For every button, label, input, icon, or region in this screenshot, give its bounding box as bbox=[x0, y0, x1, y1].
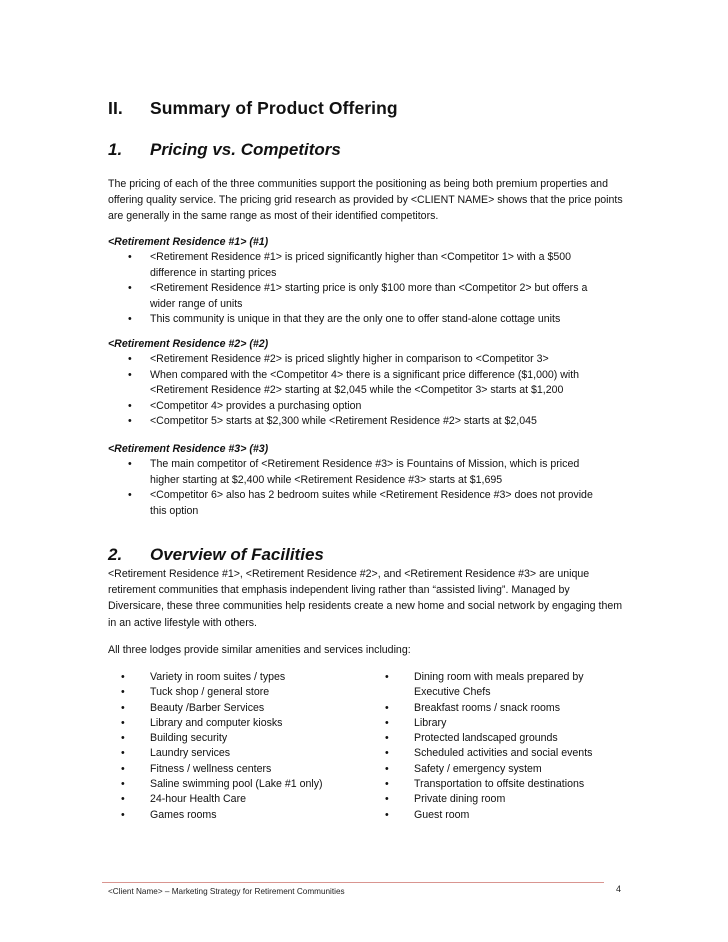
group-list-2 bbox=[108, 352, 608, 430]
list-item-text: 24-hour Health Care bbox=[150, 793, 246, 806]
list-item bbox=[108, 457, 608, 488]
pricing-title: Pricing vs. Competitors bbox=[150, 140, 341, 159]
list-item-text: Safety / emergency system bbox=[414, 762, 542, 775]
list-item bbox=[385, 762, 615, 777]
list-item bbox=[385, 731, 615, 746]
group-heading-2: <Retirement Residence #2> (#2) bbox=[108, 338, 269, 350]
list-item bbox=[121, 731, 371, 746]
bullet-icon: • bbox=[121, 686, 125, 699]
list-item bbox=[385, 746, 615, 761]
group-list-3 bbox=[108, 457, 608, 519]
list-item-text: Laundry services bbox=[150, 747, 231, 760]
bullet-icon: • bbox=[121, 747, 125, 760]
list-item bbox=[121, 792, 371, 807]
list-item bbox=[121, 808, 371, 823]
list-item bbox=[121, 762, 371, 777]
list-item-text: Tuck shop / general store bbox=[150, 686, 270, 699]
list-item bbox=[385, 792, 615, 807]
bullet-icon: • bbox=[385, 701, 389, 714]
list-item-text: Library bbox=[414, 716, 447, 729]
list-item-text: When compared with the <Competitor 4> there is a significant price difference ($1,000) with <Retirement Residence #2> starting at $2,045 while the <Competitor 3> starts at $1,200 bbox=[150, 368, 580, 397]
list-item bbox=[108, 281, 608, 312]
list-item bbox=[108, 488, 608, 519]
list-item bbox=[121, 777, 371, 792]
bullet-icon: • bbox=[128, 282, 132, 295]
list-item bbox=[121, 701, 371, 716]
list-item-text: Scheduled activities and social events bbox=[414, 747, 593, 760]
list-item-text: Games rooms bbox=[150, 808, 217, 821]
list-item bbox=[108, 399, 608, 415]
list-item bbox=[121, 685, 371, 700]
list-item bbox=[121, 746, 371, 761]
bullet-icon: • bbox=[128, 415, 132, 428]
bullet-icon: • bbox=[385, 793, 389, 806]
list-item-text: Saline swimming pool (Lake #1 only) bbox=[150, 778, 323, 791]
group-heading-1: <Retirement Residence #1> (#1) bbox=[108, 236, 269, 248]
list-item-text: Protected landscaped grounds bbox=[414, 732, 558, 745]
list-item-text: Dining room with meals prepared by Executive Chefs bbox=[414, 671, 584, 699]
facilities-intro: <Retirement Residence #1>, <Retirement Residence #2>, and <Retirement Residence #3> are unique retirement communities that emphasis independent living rather than “assisted living”. Managed by Diversicare, these three communities help residents create a new home and social network by engaging them in an active lifestyle with others. bbox=[108, 568, 623, 629]
list-item-text: Guest room bbox=[414, 808, 470, 821]
bullet-icon: • bbox=[385, 716, 389, 729]
bullet-icon: • bbox=[128, 353, 132, 365]
list-item bbox=[385, 777, 615, 792]
list-item bbox=[121, 716, 371, 731]
list-item-text: Private dining room bbox=[414, 793, 506, 806]
list-item-text: Building security bbox=[150, 732, 228, 745]
list-item-text: Transportation to offsite destinations bbox=[414, 778, 585, 791]
list-item bbox=[385, 701, 615, 716]
list-item-text: <Competitor 6> also has 2 bedroom suites while <Retirement Residence #3> does not provide this option bbox=[150, 489, 593, 517]
bullet-icon: • bbox=[121, 808, 125, 821]
facilities-title: Overview of Facilities bbox=[150, 545, 324, 564]
list-item-text: Variety in room suites / types bbox=[150, 671, 286, 683]
list-item bbox=[108, 414, 608, 430]
bullet-icon: • bbox=[385, 732, 389, 745]
bullet-icon: • bbox=[121, 793, 125, 806]
list-item bbox=[385, 716, 615, 731]
section-title: Summary of Product Offering bbox=[150, 98, 398, 118]
bullet-icon: • bbox=[385, 747, 389, 760]
group-list-1 bbox=[108, 250, 608, 328]
pricing-heading bbox=[108, 140, 341, 160]
list-item bbox=[108, 368, 608, 399]
list-item-text: Library and computer kiosks bbox=[150, 716, 283, 729]
list-item bbox=[108, 250, 608, 281]
bullet-icon: • bbox=[128, 399, 132, 412]
section-heading bbox=[108, 98, 398, 119]
bullet-icon: • bbox=[385, 762, 389, 775]
list-item bbox=[121, 670, 371, 685]
page-number: 4 bbox=[616, 884, 622, 894]
amenities-intro: All three lodges provide similar amenities and services including: bbox=[108, 644, 411, 656]
bullet-icon: • bbox=[121, 671, 125, 683]
list-item-text: <Retirement Residence #1> is priced significantly higher than <Competitor 1> with a $500 difference in starting prices bbox=[150, 251, 572, 279]
list-item-text: Breakfast rooms / snack rooms bbox=[414, 701, 561, 714]
bullet-icon: • bbox=[128, 313, 132, 326]
list-item bbox=[108, 352, 608, 368]
list-item-text: <Competitor 5> starts at $2,300 while <Retirement Residence #2> starts at $2,045 bbox=[150, 415, 537, 428]
bullet-icon: • bbox=[121, 701, 125, 714]
list-item-text: <Competitor 4> provides a purchasing option bbox=[150, 399, 362, 412]
bullet-icon: • bbox=[121, 732, 125, 745]
bullet-icon: • bbox=[128, 489, 132, 502]
section-number: II. bbox=[108, 98, 123, 118]
pricing-number: 1. bbox=[108, 140, 123, 159]
facilities-number: 2. bbox=[108, 545, 123, 564]
facilities-heading bbox=[108, 545, 324, 565]
list-item bbox=[385, 670, 615, 701]
footer-text: <Client Name> – Marketing Strategy for Retirement Communities bbox=[108, 887, 345, 896]
group-heading-3: <Retirement Residence #3> (#3) bbox=[108, 443, 269, 455]
bullet-icon: • bbox=[385, 778, 389, 791]
list-item bbox=[108, 312, 608, 328]
footer-divider bbox=[102, 882, 604, 883]
bullet-icon: • bbox=[128, 458, 132, 470]
bullet-icon: • bbox=[121, 762, 125, 775]
bullet-icon: • bbox=[385, 808, 389, 821]
list-item-text: This community is unique in that they are the only one to offer stand-alone cottage units bbox=[150, 313, 561, 326]
list-item-text: The main competitor of <Retirement Residence #3> is Fountains of Mission, which is priced higher starting at $2,400 while <Retirement Residence #3> starts at $1,695 bbox=[150, 458, 580, 486]
pricing-intro: The pricing of each of the three communities support the positioning as being both premium properties and offering quality service. The pricing grid research as provided by <CLIENT NAME> shows that the price points are generally in the same range as most of their identified competitors. bbox=[108, 178, 623, 223]
list-item-text: Fitness / wellness centers bbox=[150, 762, 272, 775]
list-item bbox=[385, 808, 615, 823]
bullet-icon: • bbox=[121, 716, 125, 729]
amenities-right-list bbox=[385, 670, 615, 823]
amenities-left-list bbox=[121, 670, 371, 823]
bullet-icon: • bbox=[121, 778, 125, 791]
bullet-icon: • bbox=[385, 671, 389, 683]
list-item-text: <Retirement Residence #2> is priced slightly higher in comparison to <Competitor 3> bbox=[150, 353, 549, 365]
bullet-icon: • bbox=[128, 368, 132, 381]
bullet-icon: • bbox=[128, 251, 132, 263]
list-item-text: Beauty /Barber Services bbox=[150, 701, 265, 714]
list-item-text: <Retirement Residence #1> starting price is only $100 more than <Competitor 2> but offers a wider range of units bbox=[150, 282, 588, 310]
